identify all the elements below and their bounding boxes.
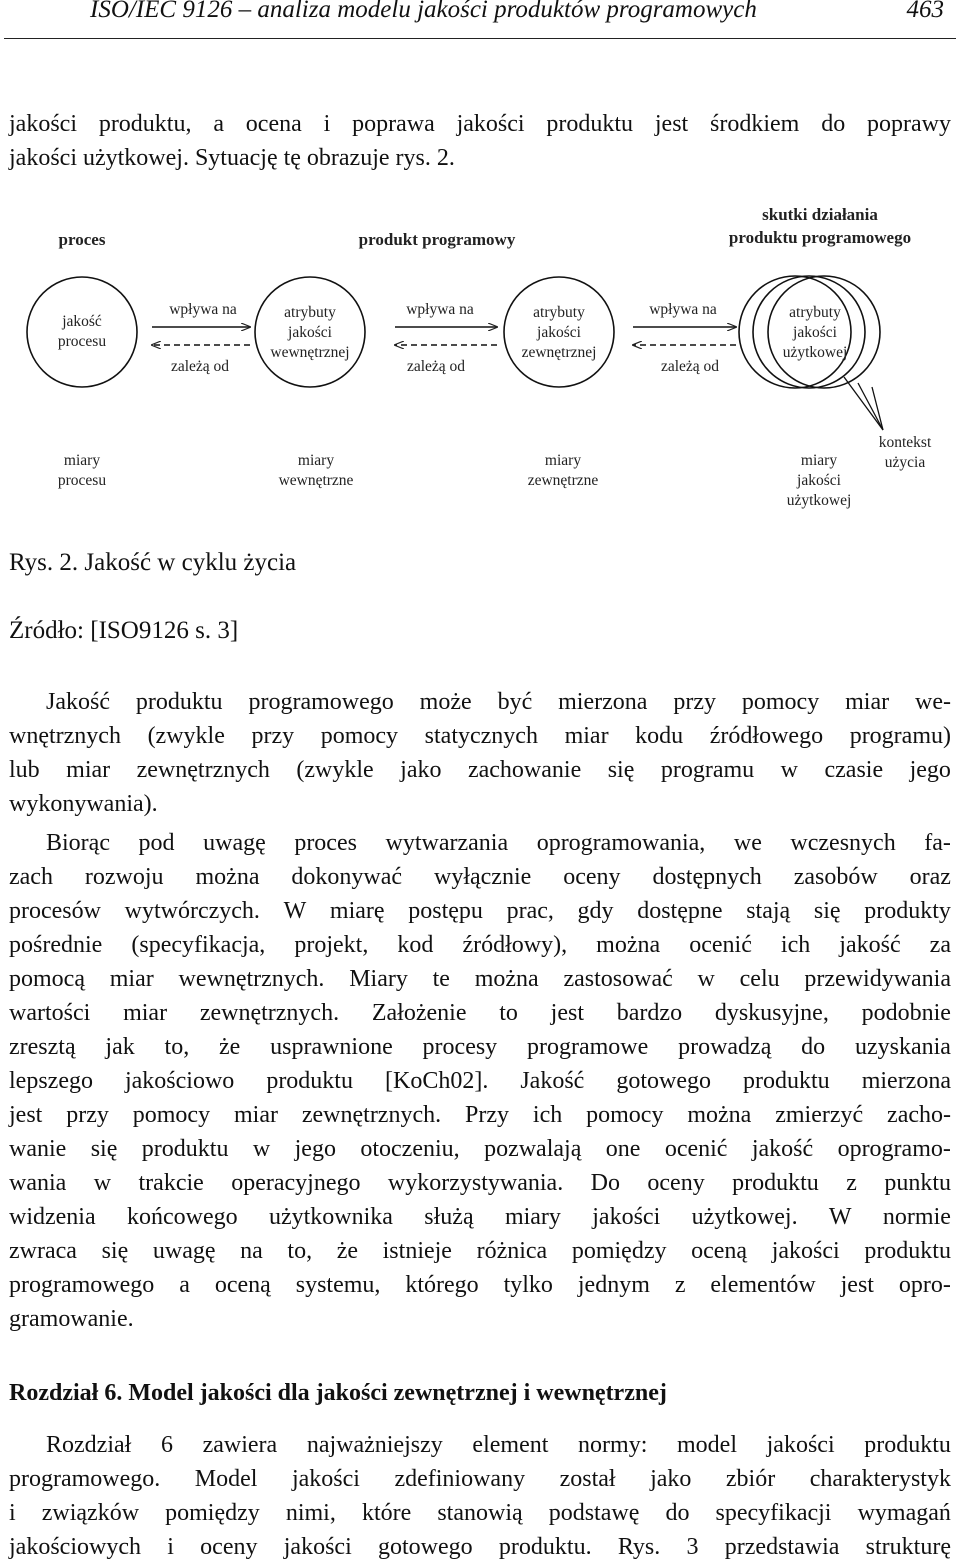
page-header	[0, 0, 960, 40]
text-line: wanie się produktu w jego otoczeniu, pozwalają one ocenić jakość oprogramo-	[9, 1136, 951, 1162]
paragraph-3	[9, 1428, 951, 1564]
node-circle-proces	[27, 277, 137, 387]
section-heading: Rozdział 6. Model jakości dla jakości zewnętrznej i wewnętrznej	[9, 1380, 667, 1406]
arrow-label-influences: wpływa na	[649, 301, 717, 318]
text-line: zach rozwoju można dokonywać wyłącznie oceny dostępnych zasobów oraz	[9, 864, 951, 890]
measure-text: użytkowej	[786, 492, 852, 509]
measure-text: miary	[800, 452, 838, 469]
paragraph-2	[9, 826, 951, 1336]
node-text: wewnętrznej	[270, 344, 350, 361]
text-line: Jakość produktu programowego może być mierzona przy pomocy miar we-	[46, 689, 951, 715]
header-rule	[4, 38, 956, 39]
node-text: jakości	[537, 324, 581, 341]
text-line: jakości produktu, a ocena i poprawa jakości produktu jest środkiem do poprawy	[9, 111, 951, 137]
running-title: ISO/IEC 9126 – analiza modelu jakości produktów programowych	[90, 0, 757, 23]
arrow-label-depends: zależą od	[660, 358, 720, 375]
node-text: użytkowej	[782, 344, 848, 361]
text-line: i związków pomiędzy nimi, które stanowią podstawę do specyfikacji wymagań	[9, 1500, 951, 1526]
text-line: zwraca się uwagę na to, że istnieje różnica pomiędzy oceną jakości produktu	[9, 1238, 951, 1264]
quality-lifecycle-diagram	[0, 195, 960, 525]
measure-text: miary	[544, 452, 582, 469]
text-line: gramowanie.	[9, 1306, 134, 1332]
node-text: jakość	[62, 313, 102, 330]
measure-text: wewnętrzne	[278, 472, 354, 489]
measure-text: zewnętrzne	[527, 472, 599, 489]
measure-text: jakości	[797, 472, 841, 489]
text-line: wania w trakcie operacyjnego wykorzystywania. Do oceny produktu z punktu	[9, 1170, 951, 1196]
arrow-label-influences: wpływa na	[406, 301, 474, 318]
node-text: atrybuty	[284, 304, 336, 321]
text-line: wnętrznych (zwykle przy pomocy statycznych miar kodu źródłowego programu)	[9, 723, 951, 749]
label-skutki-line1: skutki działania	[762, 205, 878, 224]
label-produkt-programowy: produkt programowy	[358, 230, 516, 249]
page-number: 463	[906, 0, 944, 23]
node-text: atrybuty	[533, 304, 585, 321]
node-text: procesu	[57, 333, 107, 350]
text-line: zresztą jak to, że usprawnione procesy programowe prowadzą do uzyskania	[9, 1034, 951, 1060]
node-text: zewnętrznej	[521, 344, 597, 361]
label-skutki-line2: produktu programowego	[728, 228, 912, 247]
intro-paragraph	[9, 107, 951, 175]
text-line: jakości użytkowej. Sytuację tę obrazuje rys. 2.	[9, 145, 455, 171]
text-line: lepszego jakościowo produktu [KoCh02]. Jakość gotowego produktu mierzona	[9, 1068, 951, 1094]
context-text: kontekst	[878, 434, 932, 451]
text-line: jest przy pomocy miar zewnętrznych. Przy ich pomocy można zmierzyć zacho-	[9, 1102, 951, 1128]
text-line: wartości miar zewnętrznych. Założenie to jest bardzo dyskusyjne, podobnie	[9, 1000, 951, 1026]
text-line: wykonywania).	[9, 791, 158, 817]
node-text: jakości	[793, 324, 837, 341]
text-line: widzenia końcowego użytkownika służą miary jakości użytkowej. W normie	[9, 1204, 951, 1230]
text-line: pośrednie (specyfikacja, projekt, kod źródłowy), można ocenić ich jakość za	[9, 932, 951, 958]
arrow-label-influences: wpływa na	[169, 301, 237, 318]
text-line: procesów wytwórczych. W miarę postępu prac, gdy dostępne stają się produkty	[9, 898, 951, 924]
figure-caption: Rys. 2. Jakość w cyklu życia	[9, 549, 297, 576]
label-proces: proces	[58, 230, 106, 249]
text-line: programowego. Model jakości zdefiniowany został jako zbiór charakterystyk	[9, 1466, 951, 1492]
context-lines	[844, 377, 883, 430]
node-text: atrybuty	[789, 304, 841, 321]
figure-source: Źródło: [ISO9126 s. 3]	[9, 617, 239, 644]
text-line: Biorąc pod uwagę proces wytwarzania oprogramowania, we wczesnych fa-	[46, 830, 951, 856]
node-text: jakości	[288, 324, 332, 341]
measure-text: miary	[297, 452, 335, 469]
context-text: użycia	[884, 454, 926, 471]
arrow-label-depends: zależą od	[406, 358, 466, 375]
measure-text: miary	[63, 452, 101, 469]
text-line: programowego a oceną systemu, którego tylko jednym z elementów jest opro-	[9, 1272, 951, 1298]
arrow-label-depends: zależą od	[170, 358, 230, 375]
measure-text: procesu	[57, 472, 107, 489]
text-line: Rozdział 6 zawiera najważniejszy element normy: model jakości produktu	[46, 1432, 951, 1458]
text-line: pomocą miar wewnętrznych. Miary te można zastosować w celu przewidywania	[9, 966, 951, 992]
text-line: lub miar zewnętrznych (zwykle jako zachowanie się programu w czasie jego	[9, 757, 951, 783]
paragraph-1	[9, 685, 951, 821]
text-line: jakościowych i oceny jakości gotowego produktu. Rys. 3 przedstawia strukturę	[9, 1534, 951, 1560]
